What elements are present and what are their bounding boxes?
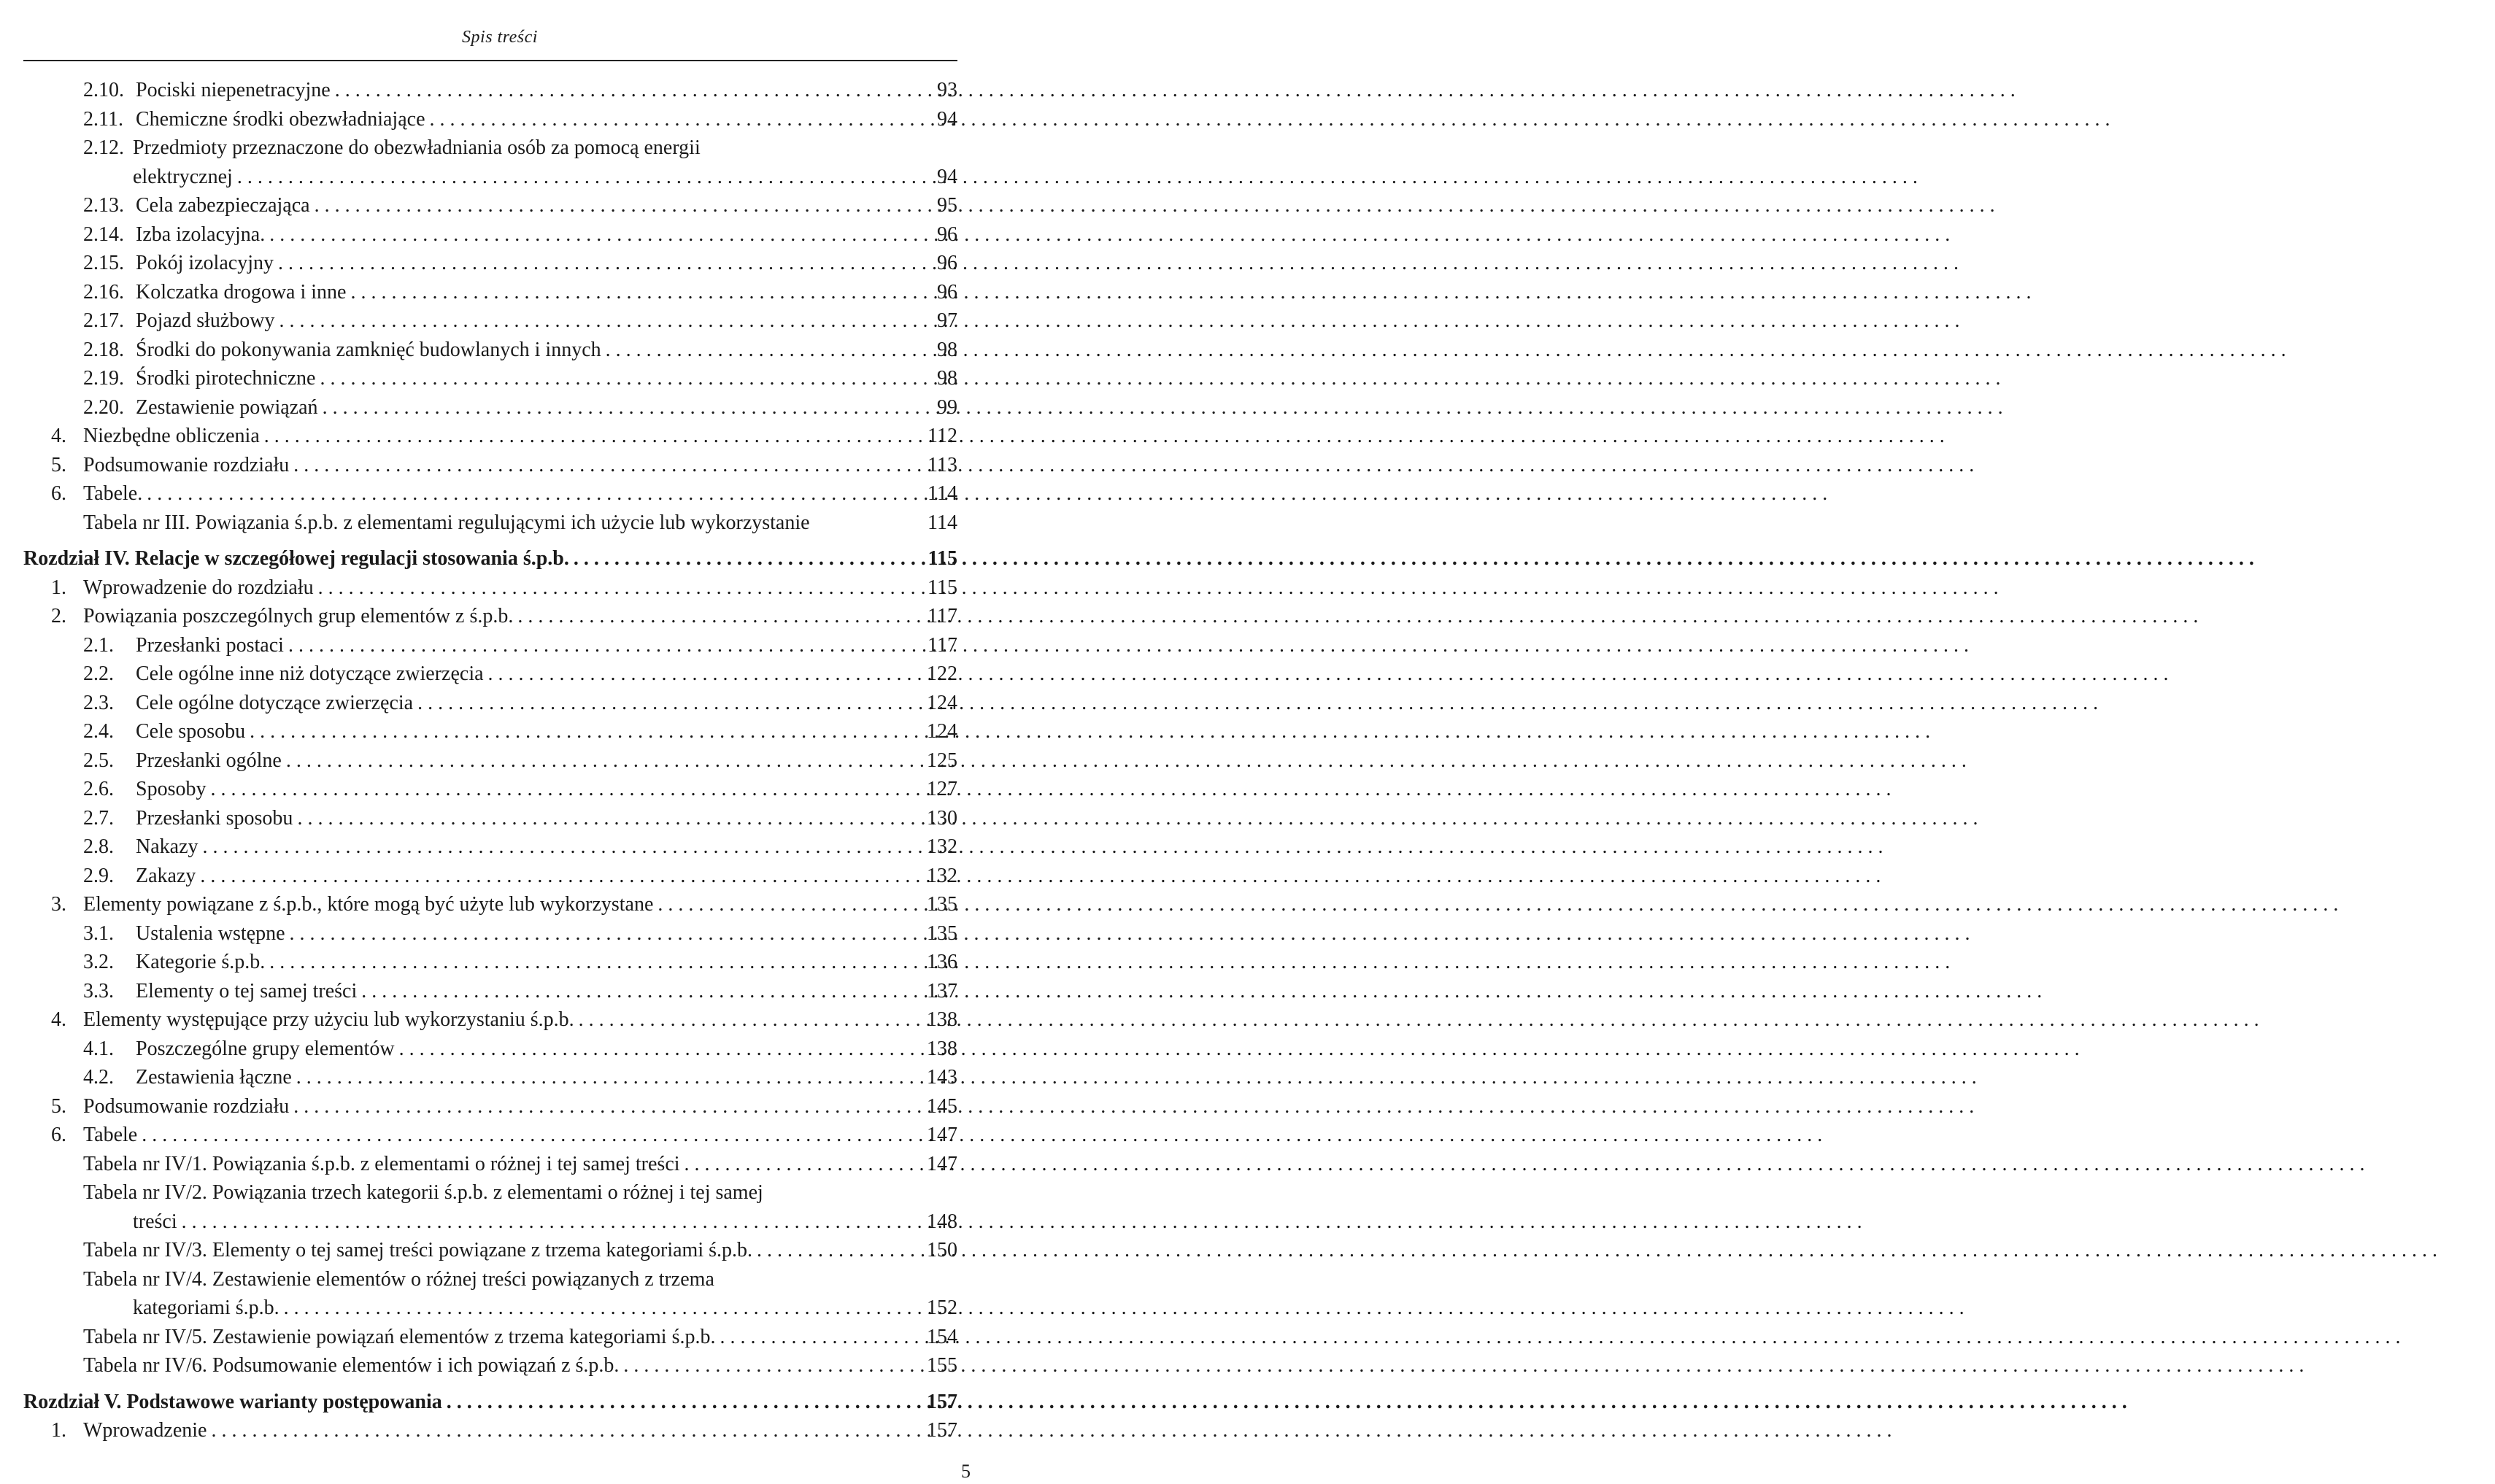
toc-entry-page-number: 138 [927,1037,957,1060]
toc-entry [23,602,957,631]
toc-entry-title: Kategorie ś.p.b. [136,951,266,973]
toc-entry-title: Kolczatka drogowa i inne [136,280,347,304]
dot-leader [350,278,924,307]
toc-entry-number: 2.7. [83,806,114,830]
toc-entry-number: 2.9. [83,864,114,887]
dot-leader [284,1294,922,1323]
toc-entry-number: 2.2. [83,662,114,685]
toc-entry-page-number: 147 [927,1124,957,1146]
toc-entry [23,948,957,977]
dot-leader [296,1063,922,1092]
dot-leader [574,544,924,573]
toc-entry-page-number: 114 [928,511,957,534]
toc-entry-page-number: 117 [928,605,957,627]
dot-leader [293,1092,922,1121]
toc-entry-title: Środki do pokonywania zamknięć budowlanych i innych [136,338,601,361]
toc-entry-number: 2. [51,605,66,627]
toc-entry-title-line1: Tabela nr IV/4. Zestawienie elementów o różnej treści powiązanych z trzema [83,1267,714,1291]
toc-entry [23,76,957,105]
toc-entry [23,1207,957,1237]
dot-leader [210,775,922,804]
toc-entry-number: 2.3. [83,691,114,714]
toc-entry-title: Elementy występujące przy użyciu lub wykorzystaniu ś.p.b. [83,1008,574,1031]
dot-leader [720,1323,922,1352]
toc-entry [23,804,957,833]
toc-entry-number: 5. [51,453,66,476]
toc-entry-page-number: 138 [927,1008,957,1031]
toc-entry-title: Tabela nr IV/1. Powiązania ś.p.b. z elementami o różnej i tej samej treści [83,1152,680,1175]
toc-entry-number: 1. [51,576,66,599]
dot-leader [147,479,923,509]
dot-leader [757,1236,922,1265]
dot-leader [269,948,922,977]
toc-entry-page-number: 96 [937,223,957,246]
toc-entry-page-number: 135 [927,921,957,945]
toc-entry [23,336,957,365]
toc-chapter-heading [23,544,957,573]
dot-leader [237,163,924,192]
toc-chapter-heading [23,1388,957,1417]
dot-leader [658,890,922,919]
dot-leader [250,717,922,746]
toc-entry [23,832,957,862]
dot-leader [182,1207,922,1237]
toc-entry-page-number: 147 [927,1152,957,1175]
toc-entry-title: Cele sposobu [136,720,246,743]
toc-entry-title: Podsumowanie rozdziału [83,1094,290,1118]
toc-entry-number: 3.1. [83,921,114,945]
toc-entry [23,509,957,538]
toc-entry-title: Tabele. [83,482,143,505]
dot-leader [685,1150,922,1179]
toc-entry [23,573,957,603]
toc-entry [23,746,957,776]
toc-entry-number: 2.12. [83,136,124,159]
toc-entry-page-number: 114 [928,482,957,505]
toc-entry-title: Pociski niepenetracyjne [136,79,331,101]
toc-entry-title: Cele ogólne inne niż dotyczące zwierzęcia [136,662,484,685]
toc-entry-page-number: 95 [937,194,957,217]
toc-entry-number: 2.10. [83,79,124,101]
toc-entry-title: Tabela nr IV/3. Elementy o tej samej treści powiązane z trzema kategoriami ś.p.b. [83,1239,753,1261]
toc-entry [23,717,957,746]
toc-entry [23,1150,957,1179]
toc-entry [23,660,957,689]
toc-entry-number: 2.15. [83,252,124,274]
toc-entry [23,1323,957,1352]
toc-entry-title: Ustalenia wstępne [136,921,285,945]
toc-entry [23,631,957,660]
header-rule [23,60,957,61]
toc-entry-number: 4.1. [83,1037,114,1060]
toc-entry-title: Niezbędne obliczenia [83,425,260,447]
toc-entry [23,977,957,1006]
toc-entry-page-number: 98 [937,367,957,390]
toc-entry-title: treści [133,1210,177,1233]
toc-entry-page-number: 155 [927,1354,957,1377]
toc-entry-number: 6. [51,482,66,505]
toc-entry-title: Tabele [83,1124,138,1146]
toc-entry-title: Rozdział IV. Relacje w szczegółowej regulacji stosowania ś.p.b. [23,547,569,570]
toc-entry-number: 2.8. [83,835,114,858]
toc-entry [23,689,957,718]
toc-entry-page-number: 117 [928,633,957,657]
toc-entry-title: Zestawienie powiązań [136,395,318,419]
toc-entry-title: Cele ogólne dotyczące zwierzęcia [136,691,414,714]
dot-leader [447,1388,922,1417]
dot-leader [269,220,924,250]
toc-entry-title: Elementy powiązane z ś.p.b., które mogą być użyte lub wykorzystane [83,893,654,916]
toc-entry [23,278,957,307]
toc-entry-title: Wprowadzenie [83,1419,207,1442]
toc-entry-number: 4. [51,425,66,447]
toc-entry-title: Przesłanki ogólne [136,749,282,772]
dot-leader [200,862,922,891]
toc-entry-page-number: 137 [927,979,957,1002]
toc-entry-page-number: 150 [927,1239,957,1261]
toc-entry-number: 4.2. [83,1066,114,1089]
toc-entry-title: Chemiczne środki obezwładniające [136,107,425,131]
toc-entry-title: Pokój izolacyjny [136,252,274,274]
dot-leader [290,919,923,948]
toc-entry [23,890,957,919]
toc-entry [23,105,957,134]
toc-entry-title: Tabela nr IV/6. Podsumowanie elementów i ich powiązań z ś.p.b. [83,1354,620,1377]
toc-entry-title: Zestawienia łączne [136,1066,292,1089]
toc-entry-title: Sposoby [136,778,207,800]
toc-entry-number: 2.6. [83,778,114,800]
dot-leader [288,631,923,660]
toc-entry [23,249,957,278]
toc-entry-page-number: 136 [927,951,957,973]
dot-leader [320,364,924,393]
toc-entry-page-number: 132 [927,864,957,887]
toc-entry-title-line1: Tabela nr IV/2. Powiązania trzech kategorii ś.p.b. z elementami o różnej i tej samej [83,1181,763,1204]
toc-entry-page-number: 124 [927,691,957,714]
dot-leader [488,660,922,689]
document-page [0,0,1000,1484]
toc-entry-title: kategoriami ś.p.b. [133,1296,279,1319]
toc-entry-page-number: 143 [927,1066,957,1089]
dot-leader [361,977,922,1006]
toc-entry-page-number: 130 [927,806,957,830]
toc-entry-page-number: 132 [927,835,957,858]
toc-entry [23,220,957,250]
toc-entry-page-number: 94 [937,165,957,188]
toc-entry [23,451,957,480]
toc-entry [23,1351,957,1380]
toc-entry [23,1092,957,1121]
toc-entry-title: Elementy o tej samej treści [136,979,358,1002]
toc-entry [23,1416,957,1445]
dot-leader [315,191,924,220]
toc-entry [23,862,957,891]
toc-entry-title: Cela zabezpieczająca [136,194,310,217]
dot-leader [293,451,923,480]
toc-entry [23,1063,957,1092]
dot-leader [211,1416,922,1445]
toc-entry-title: Przesłanki postaci [136,633,284,657]
toc-entry-page-number: 152 [927,1296,957,1319]
toc-entry-number: 2.16. [83,280,124,304]
toc-entry-page-number: 157 [927,1390,957,1413]
toc-entry-number: 1. [51,1419,66,1442]
toc-entry-title: Poszczególne grupy elementów [136,1037,395,1060]
toc-entry [23,393,957,422]
toc-entry [23,422,957,451]
toc-entry-page-number: 96 [937,280,957,304]
toc-entry-page-number: 96 [937,252,957,274]
toc-entry-page-number: 125 [927,749,957,772]
toc-entry-page-number: 154 [927,1325,957,1348]
toc-entry [23,1121,957,1150]
toc-entry-page-number: 148 [927,1210,957,1233]
toc-entry-page-number: 113 [928,453,957,476]
dot-leader [203,832,922,862]
toc-entry-page-number: 112 [928,425,957,447]
toc-entry-number: 5. [51,1094,66,1118]
dot-leader [399,1035,922,1064]
toc-entry [23,306,957,336]
toc-entry-first-line [23,1178,957,1207]
running-header: Spis treści [462,28,538,47]
toc-entry-title: Środki pirotechniczne [136,367,316,390]
dot-leader [623,1351,922,1380]
dot-leader [286,746,922,776]
toc-entry-number: 2.5. [83,749,114,772]
toc-entry-page-number: 145 [927,1094,957,1118]
dot-leader [318,573,923,603]
toc-entry [23,163,957,192]
toc-entry-number: 2.17. [83,309,124,332]
dot-leader [142,1121,922,1150]
toc-entry [23,1236,957,1265]
toc-entry-title: elektrycznej [133,165,233,188]
toc-entry [23,919,957,948]
toc-entry-first-line [23,1265,957,1294]
toc-entry-page-number: 99 [937,395,957,419]
table-of-contents [23,76,957,1445]
toc-entry-number: 2.11. [83,107,123,131]
toc-entry-title: Izba izolacyjna. [136,223,266,246]
dot-leader [417,689,922,718]
toc-entry-title: Zakazy [136,864,196,887]
toc-entry-page-number: 97 [937,309,957,332]
toc-entry-number: 2.14. [83,223,124,246]
toc-entry-page-number: 122 [927,662,957,685]
toc-entry-title-line1: Przedmioty przeznaczone do obezwładniania osób za pomocą energii [133,136,701,159]
toc-entry-title: Tabela nr IV/5. Zestawienie powiązań elementów z trzema kategoriami ś.p.b. [83,1325,716,1348]
toc-entry-title: Rozdział V. Podstawowe warianty postępowania [23,1390,442,1413]
toc-entry-page-number: 124 [927,720,957,743]
dot-leader [264,422,923,451]
toc-entry [23,191,957,220]
toc-entry-page-number: 135 [927,893,957,916]
toc-entry-title: Wprowadzenie do rozdziału [83,576,314,599]
toc-entry-first-line [23,134,957,163]
toc-entry-page-number: 115 [928,547,957,570]
toc-entry-number: 3.3. [83,979,114,1002]
dot-leader [323,393,924,422]
toc-entry-title: Nakazy [136,835,198,858]
dot-leader [335,76,924,105]
toc-entry [23,364,957,393]
dot-leader [278,249,924,278]
toc-entry-page-number: 157 [927,1419,957,1442]
toc-entry [23,479,957,509]
dot-leader [606,336,924,365]
toc-entry-title: Tabela nr III. Powiązania ś.p.b. z elementami regulującymi ich użycie lub wykorzystanie [83,511,810,534]
toc-entry-number: 2.1. [83,633,114,657]
toc-entry-title: Przesłanki sposobu [136,806,293,830]
toc-entry-title: Powiązania poszczególnych grup elementów z ś.p.b. [83,605,514,627]
dot-leader [279,306,924,336]
toc-entry-page-number: 115 [928,576,957,599]
dot-leader [517,602,923,631]
toc-entry-number: 2.13. [83,194,124,217]
dot-leader [579,1005,922,1035]
page-number: 5 [961,1461,971,1482]
toc-entry-number: 2.19. [83,367,124,390]
toc-entry-page-number: 98 [937,338,957,361]
toc-entry [23,1005,957,1035]
toc-entry [23,1035,957,1064]
toc-entry-number: 3.2. [83,951,114,973]
toc-entry-title: Podsumowanie rozdziału [83,453,290,476]
toc-entry-title: Pojazd służbowy [136,309,275,332]
toc-entry-number: 3. [51,893,66,916]
toc-entry-number: 6. [51,1124,66,1146]
toc-entry-number: 4. [51,1008,66,1031]
toc-entry [23,1294,957,1323]
toc-entry-page-number: 127 [927,778,957,800]
toc-entry-page-number: 93 [937,79,957,101]
dot-leader [297,804,922,833]
toc-entry-number: 2.4. [83,720,114,743]
toc-entry-number: 2.20. [83,395,124,419]
dot-leader [430,105,925,134]
toc-entry-number: 2.18. [83,338,124,361]
toc-entry [23,775,957,804]
toc-entry-page-number: 94 [937,107,957,131]
